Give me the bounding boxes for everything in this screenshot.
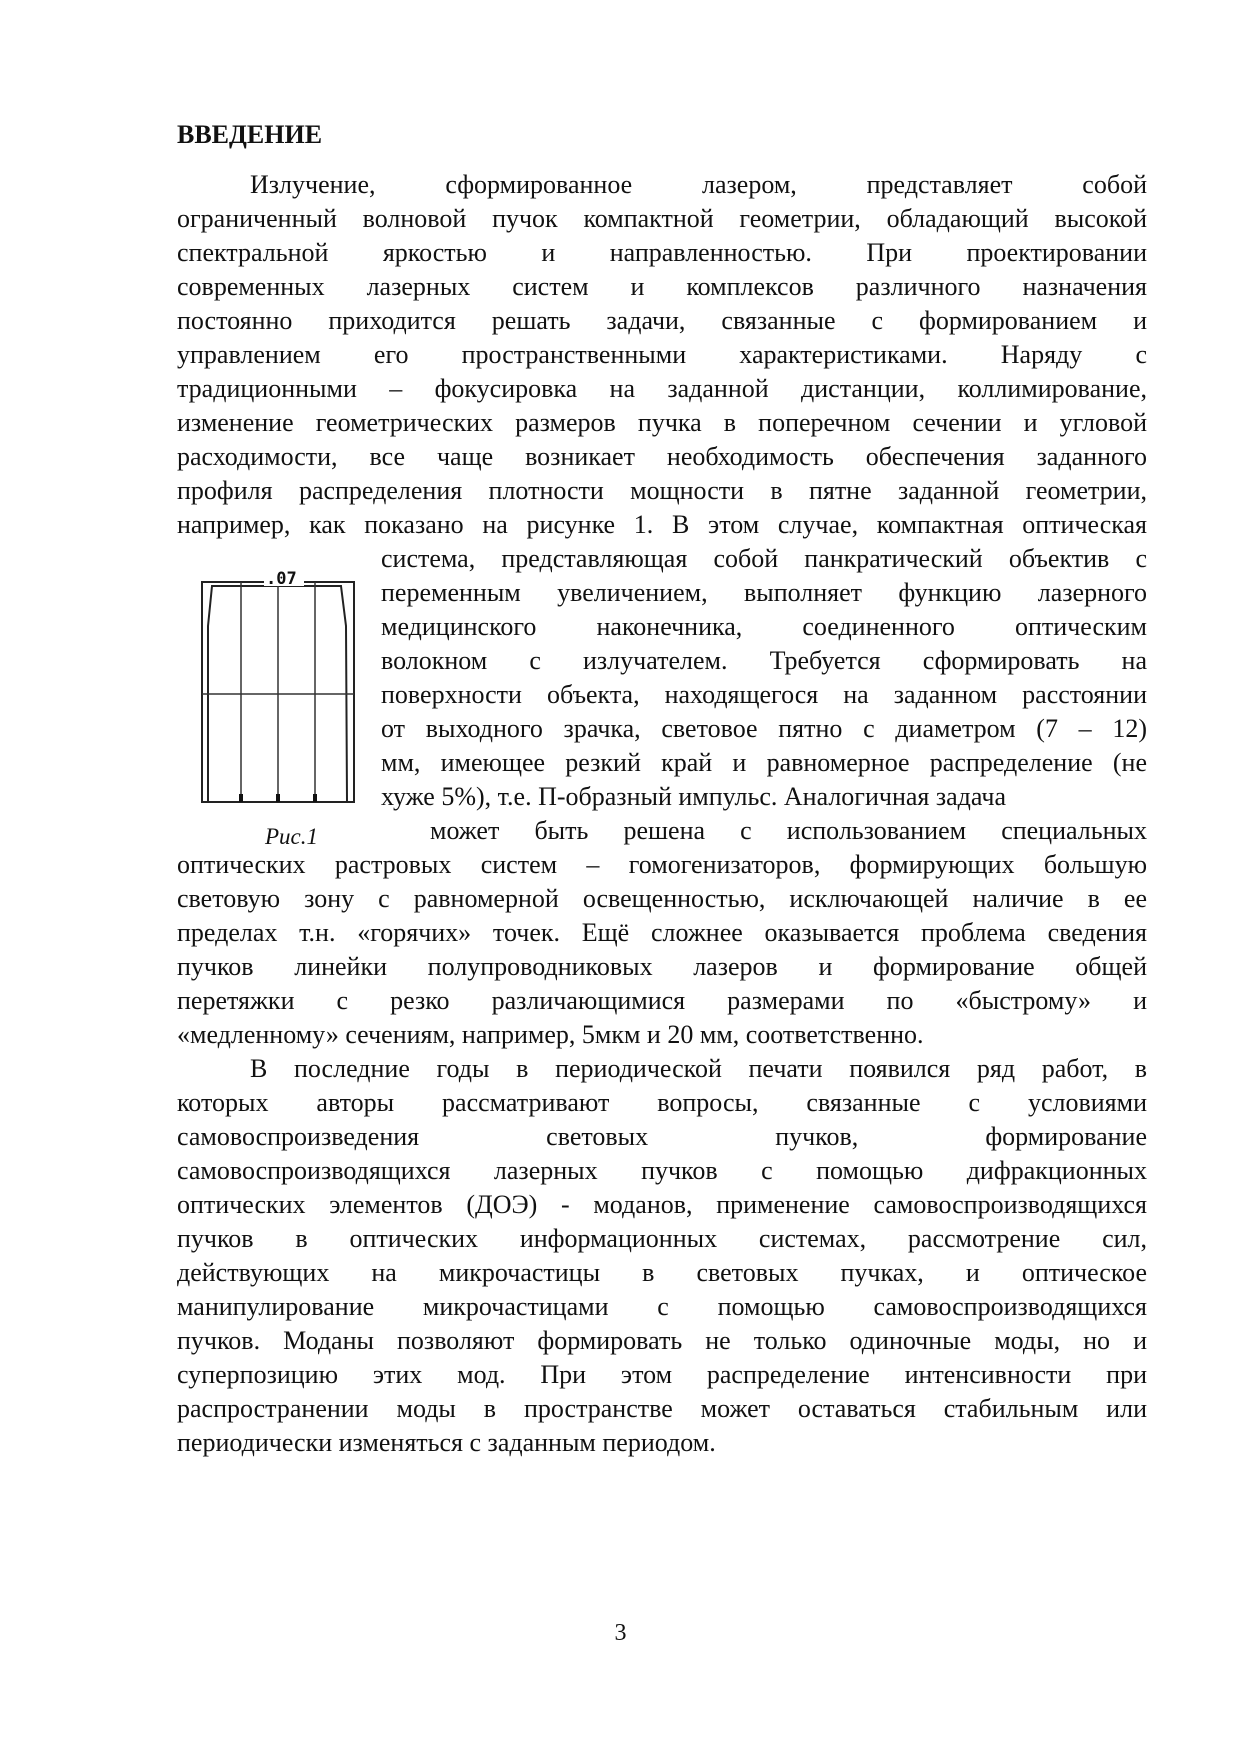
- text-line: В последние годы в периодической печати появился ряд работ, в: [250, 1054, 1147, 1083]
- text-line: например, как показано на рисунке 1. В этом случае, компактная оптическая: [177, 510, 1147, 539]
- profile-figure: [196, 566, 361, 806]
- text-line: управлением его пространственными характеристиками. Наряду с: [177, 340, 1147, 369]
- axis-tick: [313, 794, 317, 802]
- text-line: постоянно приходится решать задачи, связанные с формированием и: [177, 306, 1147, 335]
- text-line: мм, имеющее резкий край и равномерное распределение (не: [381, 748, 1147, 777]
- section-heading: ВВЕДЕНИЕ: [177, 120, 323, 149]
- figure-caption: Рис.1: [265, 824, 319, 849]
- text-line: пучков в оптических информационных системах, рассмотрение сил,: [177, 1224, 1147, 1253]
- text-line: суперпозицию этих мод. При этом распределение интенсивности при: [177, 1360, 1147, 1389]
- text-line: самовоспроизведения световых пучков, формирование: [177, 1122, 1147, 1151]
- text-line: пределах т.н. «горячих» точек. Ещё сложнее оказывается проблема сведения: [177, 918, 1147, 947]
- text-line: Излучение, сформированное лазером, представляет собой: [250, 170, 1147, 199]
- text-line: пучков. Моданы позволяют формировать не только одиночные моды, но и: [177, 1326, 1147, 1355]
- text-line: которых авторы рассматривают вопросы, связанные с условиями: [177, 1088, 1147, 1117]
- text-line: оптических элементов (ДОЭ) - моданов, применение самовоспроизводящихся: [177, 1190, 1147, 1219]
- text-line: хуже 5%), т.е. П-образный импульс. Аналогичная задача: [381, 782, 1007, 811]
- axis-tick: [239, 794, 243, 802]
- text-line: ограниченный волновой пучок компактной геометрии, обладающий высокой: [177, 204, 1147, 233]
- text-line: «медленному» сечениям, например, 5мкм и 20 мм, соответственно.: [177, 1020, 924, 1049]
- text-line: самовоспроизводящихся лазерных пучков с помощью дифракционных: [177, 1156, 1147, 1185]
- text-line: действующих на микрочастицы в световых пучках, и оптическое: [177, 1258, 1147, 1287]
- text-line: спектральной яркостью и направленностью. При проектировании: [177, 238, 1147, 267]
- text-line: пучков линейки полупроводниковых лазеров и формирование общей: [177, 952, 1147, 981]
- text-line: периодически изменяться с заданным периодом.: [177, 1428, 716, 1457]
- text-line: традиционными – фокусировка на заданной дистанции, коллимирование,: [177, 374, 1147, 403]
- text-line: поверхности объекта, находящегося на заданном расстоянии: [381, 680, 1147, 709]
- text-line: переменным увеличением, выполняет функцию лазерного: [381, 578, 1147, 607]
- text-line: манипулирование микрочастицами с помощью самовоспроизводящихся: [177, 1292, 1147, 1321]
- text-line: современных лазерных систем и комплексов различного назначения: [177, 272, 1147, 301]
- text-line: медицинского наконечника, соединенного оптическим: [381, 612, 1147, 641]
- text-line: распространении моды в пространстве может оставаться стабильным или: [177, 1394, 1147, 1423]
- profile-value-label: .07: [266, 569, 297, 589]
- text-line: профиля распределения плотности мощности в пятне заданной геометрии,: [177, 476, 1147, 505]
- text-line: расходимости, все чаще возникает необходимость обеспечения заданного: [177, 442, 1147, 471]
- text-line: перетяжки с резко различающимися размерами по «быстрому» и: [177, 986, 1147, 1015]
- text-line: система, представляющая собой панкратический объектив с: [381, 544, 1147, 573]
- page-number: 3: [614, 1620, 627, 1646]
- axis-tick: [276, 794, 280, 802]
- text-line: от выходного зрачка, световое пятно с диаметром (7 – 12): [381, 714, 1147, 743]
- text-line: волокном с излучателем. Требуется сформировать на: [381, 646, 1147, 675]
- text-line: изменение геометрических размеров пучка в поперечном сечении и угловой: [177, 408, 1147, 437]
- text-line: может быть решена с использованием специальных: [430, 816, 1147, 845]
- profile-plot: [196, 566, 361, 806]
- text-line: оптических растровых систем – гомогенизаторов, формирующих большую: [177, 850, 1147, 879]
- text-line: световую зону с равномерной освещенностью, исключающей наличие в ее: [177, 884, 1147, 913]
